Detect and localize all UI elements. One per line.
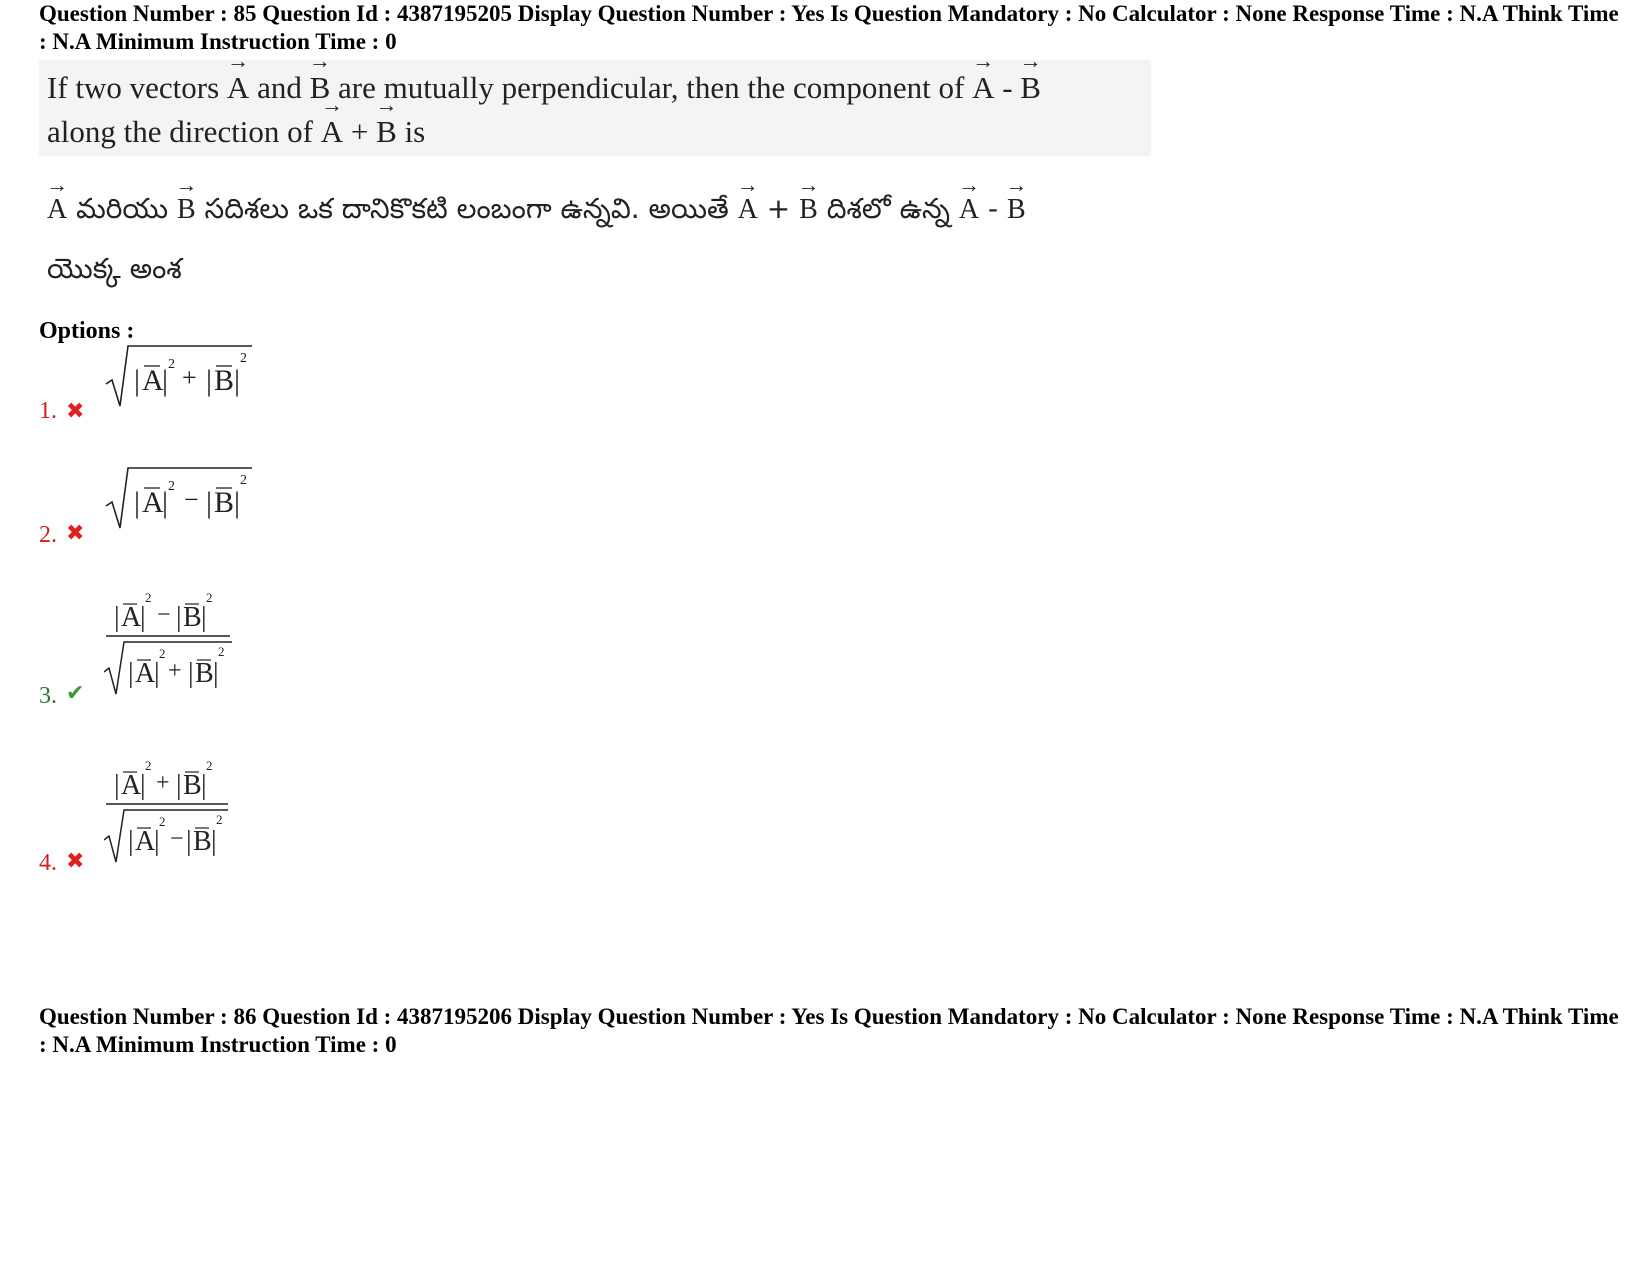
svg-text:B: B <box>214 486 235 519</box>
svg-text:2: 2 <box>159 646 166 661</box>
correct-check-icon: ✔ <box>66 680 85 705</box>
svg-text:|: | <box>176 770 182 801</box>
option-4-number: 4. <box>39 850 57 876</box>
svg-text:2: 2 <box>216 812 223 827</box>
question-english-line-2: along the direction of → A + → B is <box>47 114 425 150</box>
option-3-formula <box>104 584 244 704</box>
svg-text:|: | <box>154 826 160 857</box>
option-4-formula <box>104 752 244 872</box>
wrong-mark-icon: ✖ <box>66 848 85 873</box>
option-1-formula <box>104 340 254 412</box>
question-telugu-line-1: → A మరియు → B సదిశలు ఒక దానికొకటి లంబంగా ఉన్నవి. అయితే → A + → B దిశలో ఉన్న → A - → B <box>47 192 1026 232</box>
svg-text:|: | <box>206 364 213 397</box>
question-english-line-1: If two vectors → A and → B are mutually perpendicular, then the component of → A - → B <box>47 70 1041 106</box>
svg-text:|: | <box>128 826 134 857</box>
question-85-meta: Question Number : 85 Question Id : 4387195205 Display Question Number : Yes Is Question Mandatory : No Calculator : None Response Time : N.A Think Time : N.A Minimum Instruction Time : 0 <box>39 1 1619 54</box>
svg-text:+: + <box>168 658 182 684</box>
wrong-mark-icon: ✖ <box>66 398 85 423</box>
option-2-formula <box>104 462 254 534</box>
option-2-number: 2. <box>39 522 57 548</box>
svg-text:A: A <box>121 602 142 633</box>
svg-text:B: B <box>183 770 202 801</box>
option-3-number: 3. <box>39 683 57 709</box>
svg-text:|: | <box>162 364 169 397</box>
svg-text:|: | <box>234 364 241 397</box>
svg-text:B: B <box>193 826 212 857</box>
svg-text:|: | <box>201 602 207 633</box>
svg-text:A: A <box>121 770 142 801</box>
svg-text:2: 2 <box>159 814 166 829</box>
svg-text:|: | <box>154 658 160 689</box>
svg-text:−: − <box>184 485 199 514</box>
svg-text:|: | <box>201 770 207 801</box>
svg-text:|: | <box>162 486 169 519</box>
svg-text:|: | <box>140 602 146 633</box>
svg-text:−: − <box>170 826 184 852</box>
wrong-mark-icon: ✖ <box>66 520 85 545</box>
svg-text:|: | <box>176 602 182 633</box>
svg-text:|: | <box>134 364 141 397</box>
svg-text:+: + <box>156 770 170 796</box>
options-label: Options : <box>39 318 135 344</box>
svg-text:|: | <box>128 658 134 689</box>
svg-text:2: 2 <box>240 473 247 488</box>
svg-text:A: A <box>135 826 156 857</box>
option-1-number: 1. <box>39 398 57 424</box>
svg-text:A: A <box>142 364 164 397</box>
svg-text:|: | <box>114 770 120 801</box>
question-86-meta: Question Number : 86 Question Id : 4387195206 Display Question Number : Yes Is Question Mandatory : No Calculator : None Response Time : N.A Think Time : N.A Minimum Instruction Time : 0 <box>39 1004 1619 1057</box>
svg-text:2: 2 <box>145 590 152 605</box>
svg-text:B: B <box>183 602 202 633</box>
svg-text:A: A <box>135 658 156 689</box>
svg-text:−: − <box>157 602 171 628</box>
svg-text:2: 2 <box>145 758 152 773</box>
svg-text:|: | <box>213 658 219 689</box>
svg-text:2: 2 <box>206 758 213 773</box>
svg-text:|: | <box>186 826 192 857</box>
svg-text:2: 2 <box>168 357 175 372</box>
svg-text:A: A <box>142 486 164 519</box>
svg-text:B: B <box>214 364 235 397</box>
svg-text:2: 2 <box>218 644 225 659</box>
svg-text:|: | <box>114 602 120 633</box>
svg-text:|: | <box>188 658 194 689</box>
svg-text:B: B <box>195 658 214 689</box>
svg-text:|: | <box>206 486 213 519</box>
svg-text:2: 2 <box>240 351 247 366</box>
svg-text:|: | <box>211 826 217 857</box>
svg-text:|: | <box>140 770 146 801</box>
question-telugu-text <box>39 180 1151 298</box>
question-telugu-line-2: యొక్క అంశ <box>47 252 182 285</box>
svg-text:|: | <box>134 486 141 519</box>
svg-text:+: + <box>182 363 197 392</box>
question-english-text <box>39 60 1151 156</box>
svg-text:|: | <box>234 486 241 519</box>
svg-text:2: 2 <box>168 479 175 494</box>
svg-text:2: 2 <box>206 590 213 605</box>
